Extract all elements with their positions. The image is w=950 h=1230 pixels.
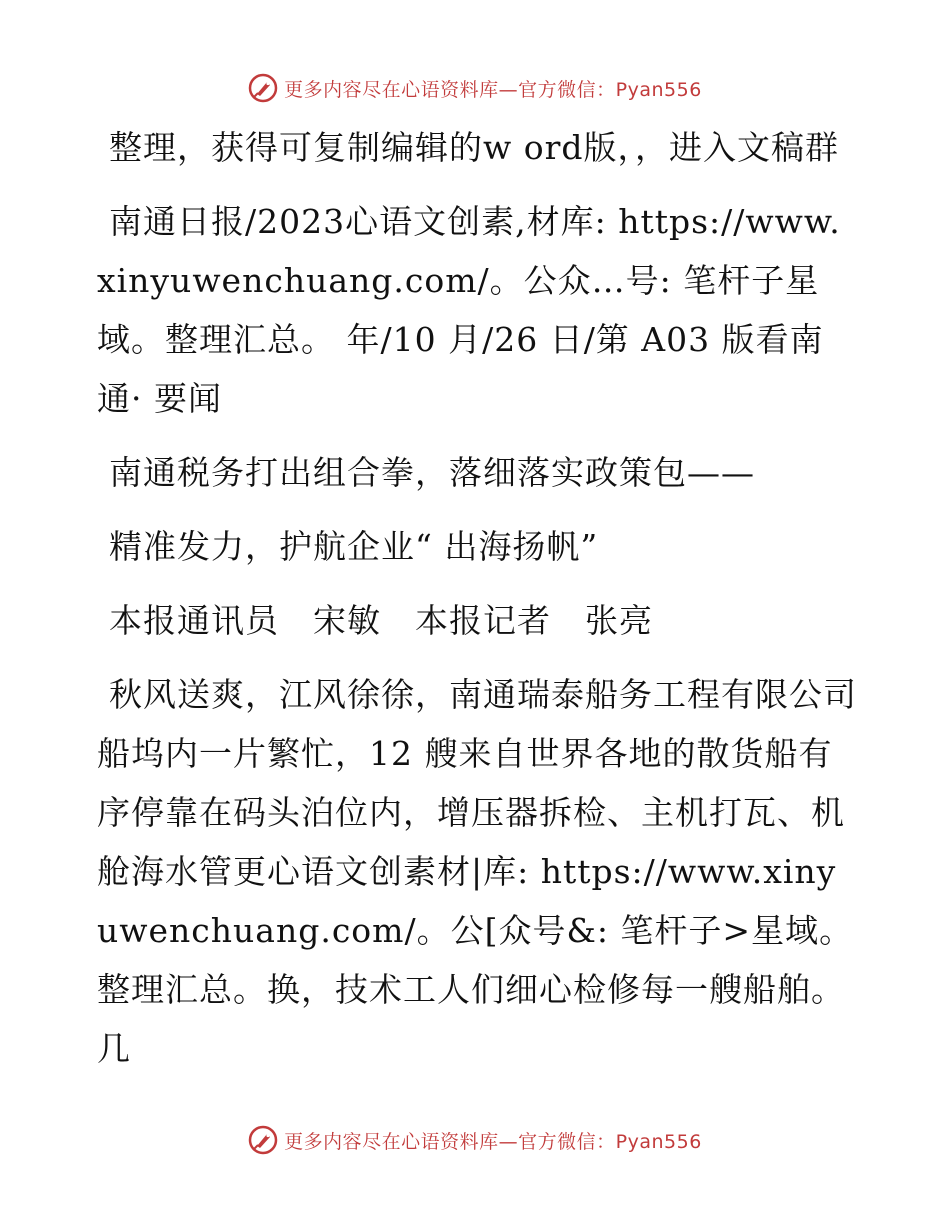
pen-nib-icon bbox=[248, 1125, 278, 1155]
document-body bbox=[97, 118, 857, 1093]
pen-nib-icon bbox=[248, 73, 278, 103]
footer-watermark bbox=[0, 1120, 950, 1160]
article-headline: 南通税务打出组合拳，落细落实政策包—— bbox=[109, 453, 755, 492]
paragraph-intro: 整理，获得可复制编辑的w ord版，，进入文稿群 bbox=[109, 128, 840, 167]
article-body-paragraph: 秋风送爽，江风徐徐，南通瑞泰船务工程有限公司船坞内一片繁忙，12 艘来自世界各地的散货船有序停靠在码头泊位内，增压器拆检、主机打瓦、机舱海水管更心语文创素材|库: https://www.xinyuwenchuang.com/。公[众号&: 笔杆子>星域。整理汇总。换，技术工人们细心检修每一艘船舶。几 bbox=[97, 675, 857, 1068]
article-subheadline: 精准发力，护航企业“ 出海扬帆” bbox=[109, 527, 599, 566]
watermark-text: 更多内容尽在心语资料库—官方微信：Pyan556 bbox=[284, 1130, 702, 1153]
watermark-text: 更多内容尽在心语资料库—官方微信：Pyan556 bbox=[284, 78, 702, 101]
paragraph-source: 南通日报/2023心语文创素,材库: https://www.xinyuwenchuang.com/。公众…号: 笔杆子星域。整理汇总。 年/10 月/26 日/第 A03 版看南通· 要闻 bbox=[97, 202, 841, 418]
article-byline: 本报通讯员 宋敏 本报记者 张亮 bbox=[109, 601, 653, 640]
header-watermark bbox=[0, 68, 950, 108]
